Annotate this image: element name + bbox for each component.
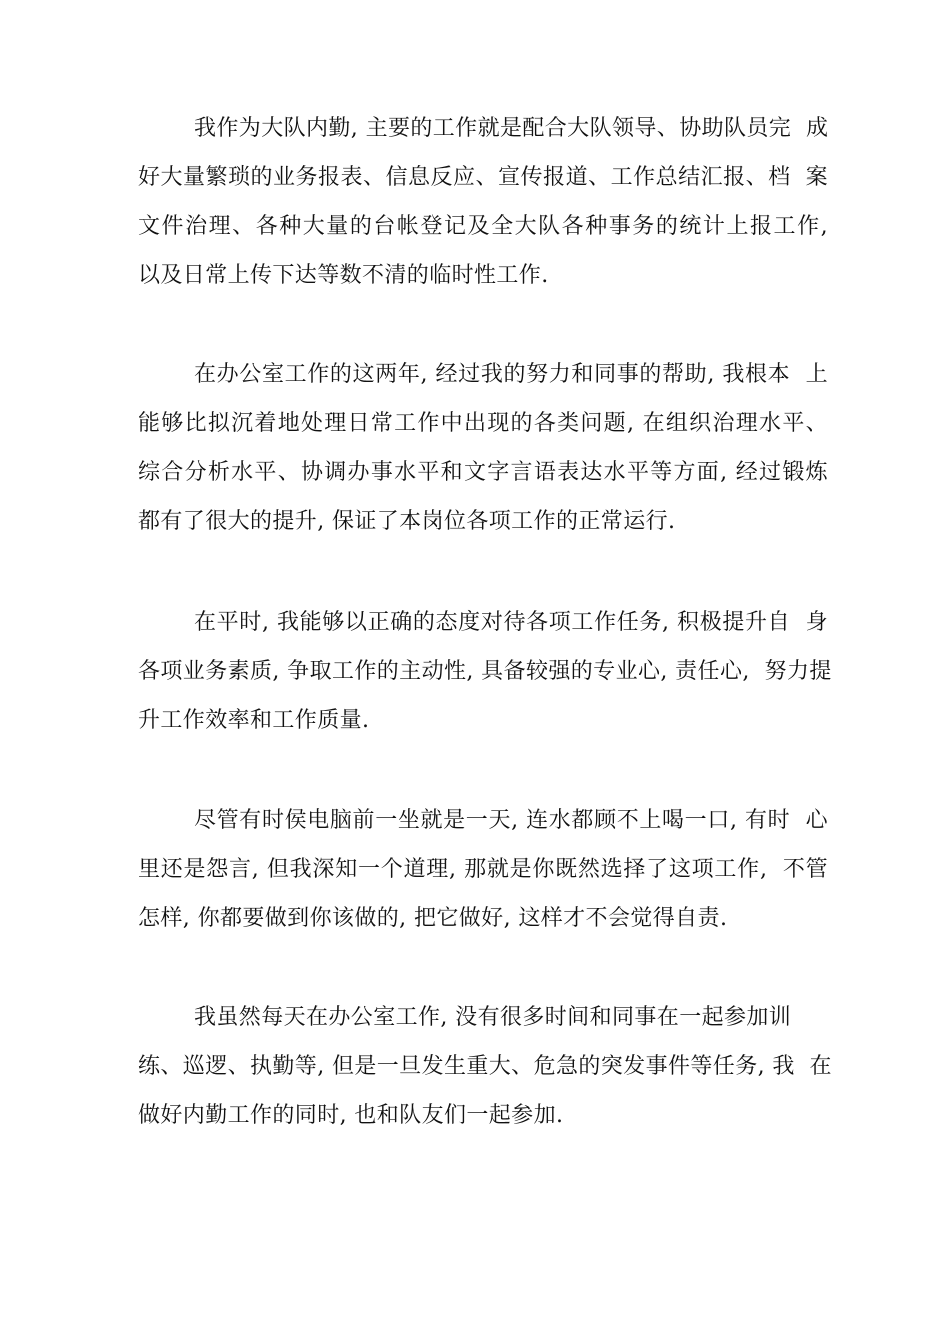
paragraph-2 [138,350,828,546]
paragraph-line: 好大量繁琐的业务报表、信息反应、宣传报道、工作总结汇报、档 案 [138,165,828,190]
paragraph-4 [138,796,828,943]
paragraph-line: 怎样, 你都要做到你该做的, 把它做好, 这样才不会觉得自责. [138,906,728,931]
paragraph-line: 文件治理、各种大量的台帐登记及全大队各种事务的统计上报工作, [138,214,828,239]
paragraph-line: 以及日常上传下达等数不清的临时性工作. [138,263,549,288]
paragraph-1 [138,104,828,300]
paragraph-line: 我作为大队内勤, 主要的工作就是配合大队领导、协助队员完 成 [194,116,829,141]
paragraph-5 [138,993,832,1140]
paragraph-line: 在平时, 我能够以正确的态度对待各项工作任务, 积极提升自 身 [194,610,828,635]
paragraph-line: 各项业务素质, 争取工作的主动性, 具备较强的专业心, 责任心, 努力提 [138,659,832,684]
paragraph-3 [138,598,832,745]
paragraph-line: 能够比拟沉着地处理日常工作中出现的各类问题, 在组织治理水平、 [138,411,828,436]
paragraph-line: 升工作效率和工作质量. [138,708,370,733]
paragraph-line: 里还是怨言, 但我深知一个道理, 那就是你既然选择了这项工作, 不管 [138,857,828,882]
paragraph-line: 都有了很大的提升, 保证了本岗位各项工作的正常运行. [138,509,676,534]
paragraph-line: 综合分析水平、协调办事水平和文字言语表达水平等方面, 经过锻炼 [138,460,828,485]
paragraph-line: 练、巡逻、执勤等, 但是一旦发生重大、危急的突发事件等任务, 我 在 [138,1054,832,1079]
paragraph-line: 尽管有时侯电脑前一坐就是一天, 连水都顾不上喝一口, 有时 心 [194,808,828,833]
paragraph-line: 做好内勤工作的同时, 也和队友们一起参加. [138,1103,564,1128]
paragraph-line: 在办公室工作的这两年, 经过我的努力和同事的帮助, 我根本 上 [194,362,828,387]
paragraph-line: 我虽然每天在办公室工作, 没有很多时间和同事在一起参加训 [194,1005,792,1030]
